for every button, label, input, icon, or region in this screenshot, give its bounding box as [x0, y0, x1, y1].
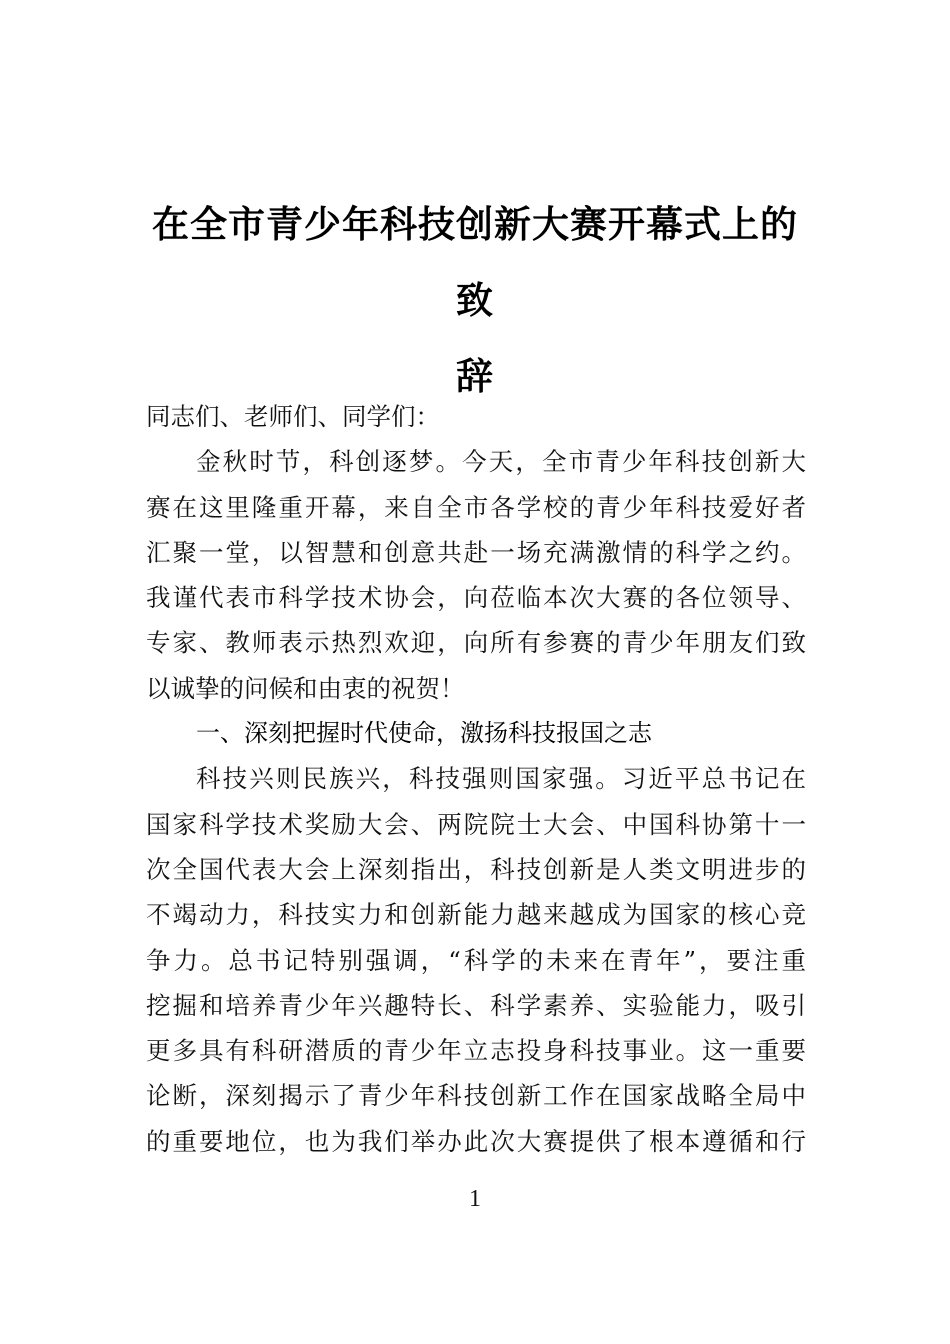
- paragraph-line: 以诚挚的问候和由衷的祝贺！: [146, 673, 465, 703]
- paragraph-line: 科技兴则民族兴，科技强则国家强。习近平总书记在: [196, 764, 806, 794]
- paragraph-line: 金秋时节，科创逐梦。今天，全市青少年科技创新大: [196, 447, 806, 477]
- paragraph-line: 的重要地位，也为我们举办此次大赛提供了根本遵循和行: [146, 1126, 806, 1156]
- paragraph-line: 更多具有科研潜质的青少年立志投身科技事业。这一重要: [146, 1036, 806, 1066]
- paragraph-line: 不竭动力，科技实力和创新能力越来越成为国家的核心竞: [146, 900, 806, 930]
- document-title: [146, 186, 804, 414]
- paragraph-line: 国家科学技术奖励大会、两院院士大会、中国科协第十一: [146, 809, 806, 839]
- paragraph-line: 挖掘和培养青少年兴趣特长、科学素养、实验能力，吸引: [146, 990, 806, 1020]
- paragraph-line: 汇聚一堂，以智慧和创意共赴一场充满激情的科学之约。: [146, 537, 806, 567]
- paragraph-line: 次全国代表大会上深刻指出，科技创新是人类文明进步的: [146, 854, 806, 884]
- title-line-1: 在全市青少年科技创新大赛开幕式上的致: [152, 202, 798, 322]
- document-body: [146, 394, 806, 1164]
- title-line-2: 辞: [456, 354, 494, 398]
- paragraph-line: 赛在这里隆重开幕，来自全市各学校的青少年科技爱好者: [146, 492, 806, 522]
- paragraph-2: [146, 756, 806, 1164]
- paragraph-line: 争力。总书记特别强调，“科学的未来在青年”，要注重: [146, 945, 806, 975]
- page-number: 1: [469, 1186, 481, 1212]
- section-heading-1: 一、深刻把握时代使命，激扬科技报国之志: [196, 719, 652, 748]
- paragraph-line: 专家、教师表示热烈欢迎，向所有参赛的青少年朋友们致: [146, 628, 806, 658]
- paragraph-line: 论断，深刻揭示了青少年科技创新工作在国家战略全局中: [146, 1081, 806, 1111]
- paragraph-line: 我谨代表市科学技术协会，向莅临本次大赛的各位领导、: [146, 583, 806, 613]
- salutation: 同志们、老师们、同学们：: [146, 402, 440, 431]
- paragraph-1: [146, 439, 806, 711]
